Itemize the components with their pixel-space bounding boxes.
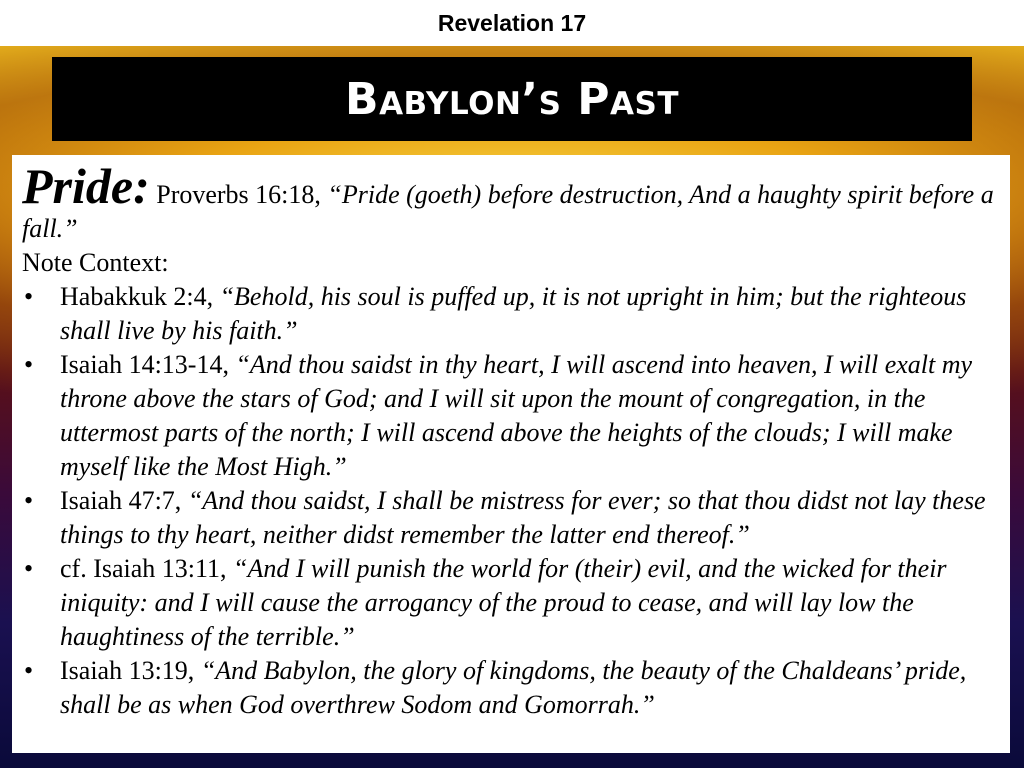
verse-quote: “And I will punish the world for (their) evil, and the wicked for their iniquity: and I will cause the arrogancy of the proud to cease, and will lay low the haughtiness of the terrible.” <box>60 554 947 651</box>
content-box <box>12 155 1010 753</box>
list-item <box>22 552 1000 654</box>
list-item <box>22 348 1000 484</box>
slide-title: Babylon’s Past <box>345 73 679 125</box>
bullet-icon: • <box>24 486 34 515</box>
bullet-icon: • <box>24 656 34 685</box>
list-item <box>22 654 1000 722</box>
list-item <box>22 280 1000 348</box>
verse-quote: “And Babylon, the glory of kingdoms, the beauty of the Chaldeans’ pride, shall be as when God overthrew Sodom and Gomorrah.” <box>60 656 967 719</box>
slide <box>0 46 1024 768</box>
pride-reference: Proverbs 16:18, <box>156 180 321 209</box>
verse-reference: Habakkuk 2:4, <box>60 282 214 311</box>
note-context: Note Context: <box>22 248 169 277</box>
verse-reference: Isaiah 47:7, <box>60 486 182 515</box>
pride-label: Pride: <box>22 158 150 214</box>
page-caption: Revelation 17 <box>0 0 1024 46</box>
bullet-icon: • <box>24 282 34 311</box>
title-bar <box>52 57 972 141</box>
bullet-icon: • <box>24 350 34 379</box>
verse-reference: Isaiah 14:13-14, <box>60 350 229 379</box>
verse-reference: Isaiah 13:19, <box>60 656 195 685</box>
verse-quote: “And thou saidst, I shall be mistress for ever; so that thou didst not lay these things to thy heart, neither didst remember the latter end thereof.” <box>60 486 986 549</box>
verse-quote: “And thou saidst in thy heart, I will ascend into heaven, I will exalt my throne above the stars of God; and I will sit upon the mount of congregation, in the uttermost parts of the north; I will ascend above the heights of the clouds; I will make myself like the Most High.” <box>60 350 973 481</box>
bullet-icon: • <box>24 554 34 583</box>
list-item <box>22 484 1000 552</box>
verse-reference: cf. Isaiah 13:11, <box>60 554 227 583</box>
pride-paragraph <box>22 158 1000 246</box>
verse-quote: “Behold, his soul is puffed up, it is not upright in him; but the righteous shall live by his faith.” <box>60 282 967 345</box>
pride-quote: “Pride (goeth) before destruction, And a haughty spirit before a fall.” <box>22 180 994 243</box>
verse-list <box>22 280 1000 722</box>
